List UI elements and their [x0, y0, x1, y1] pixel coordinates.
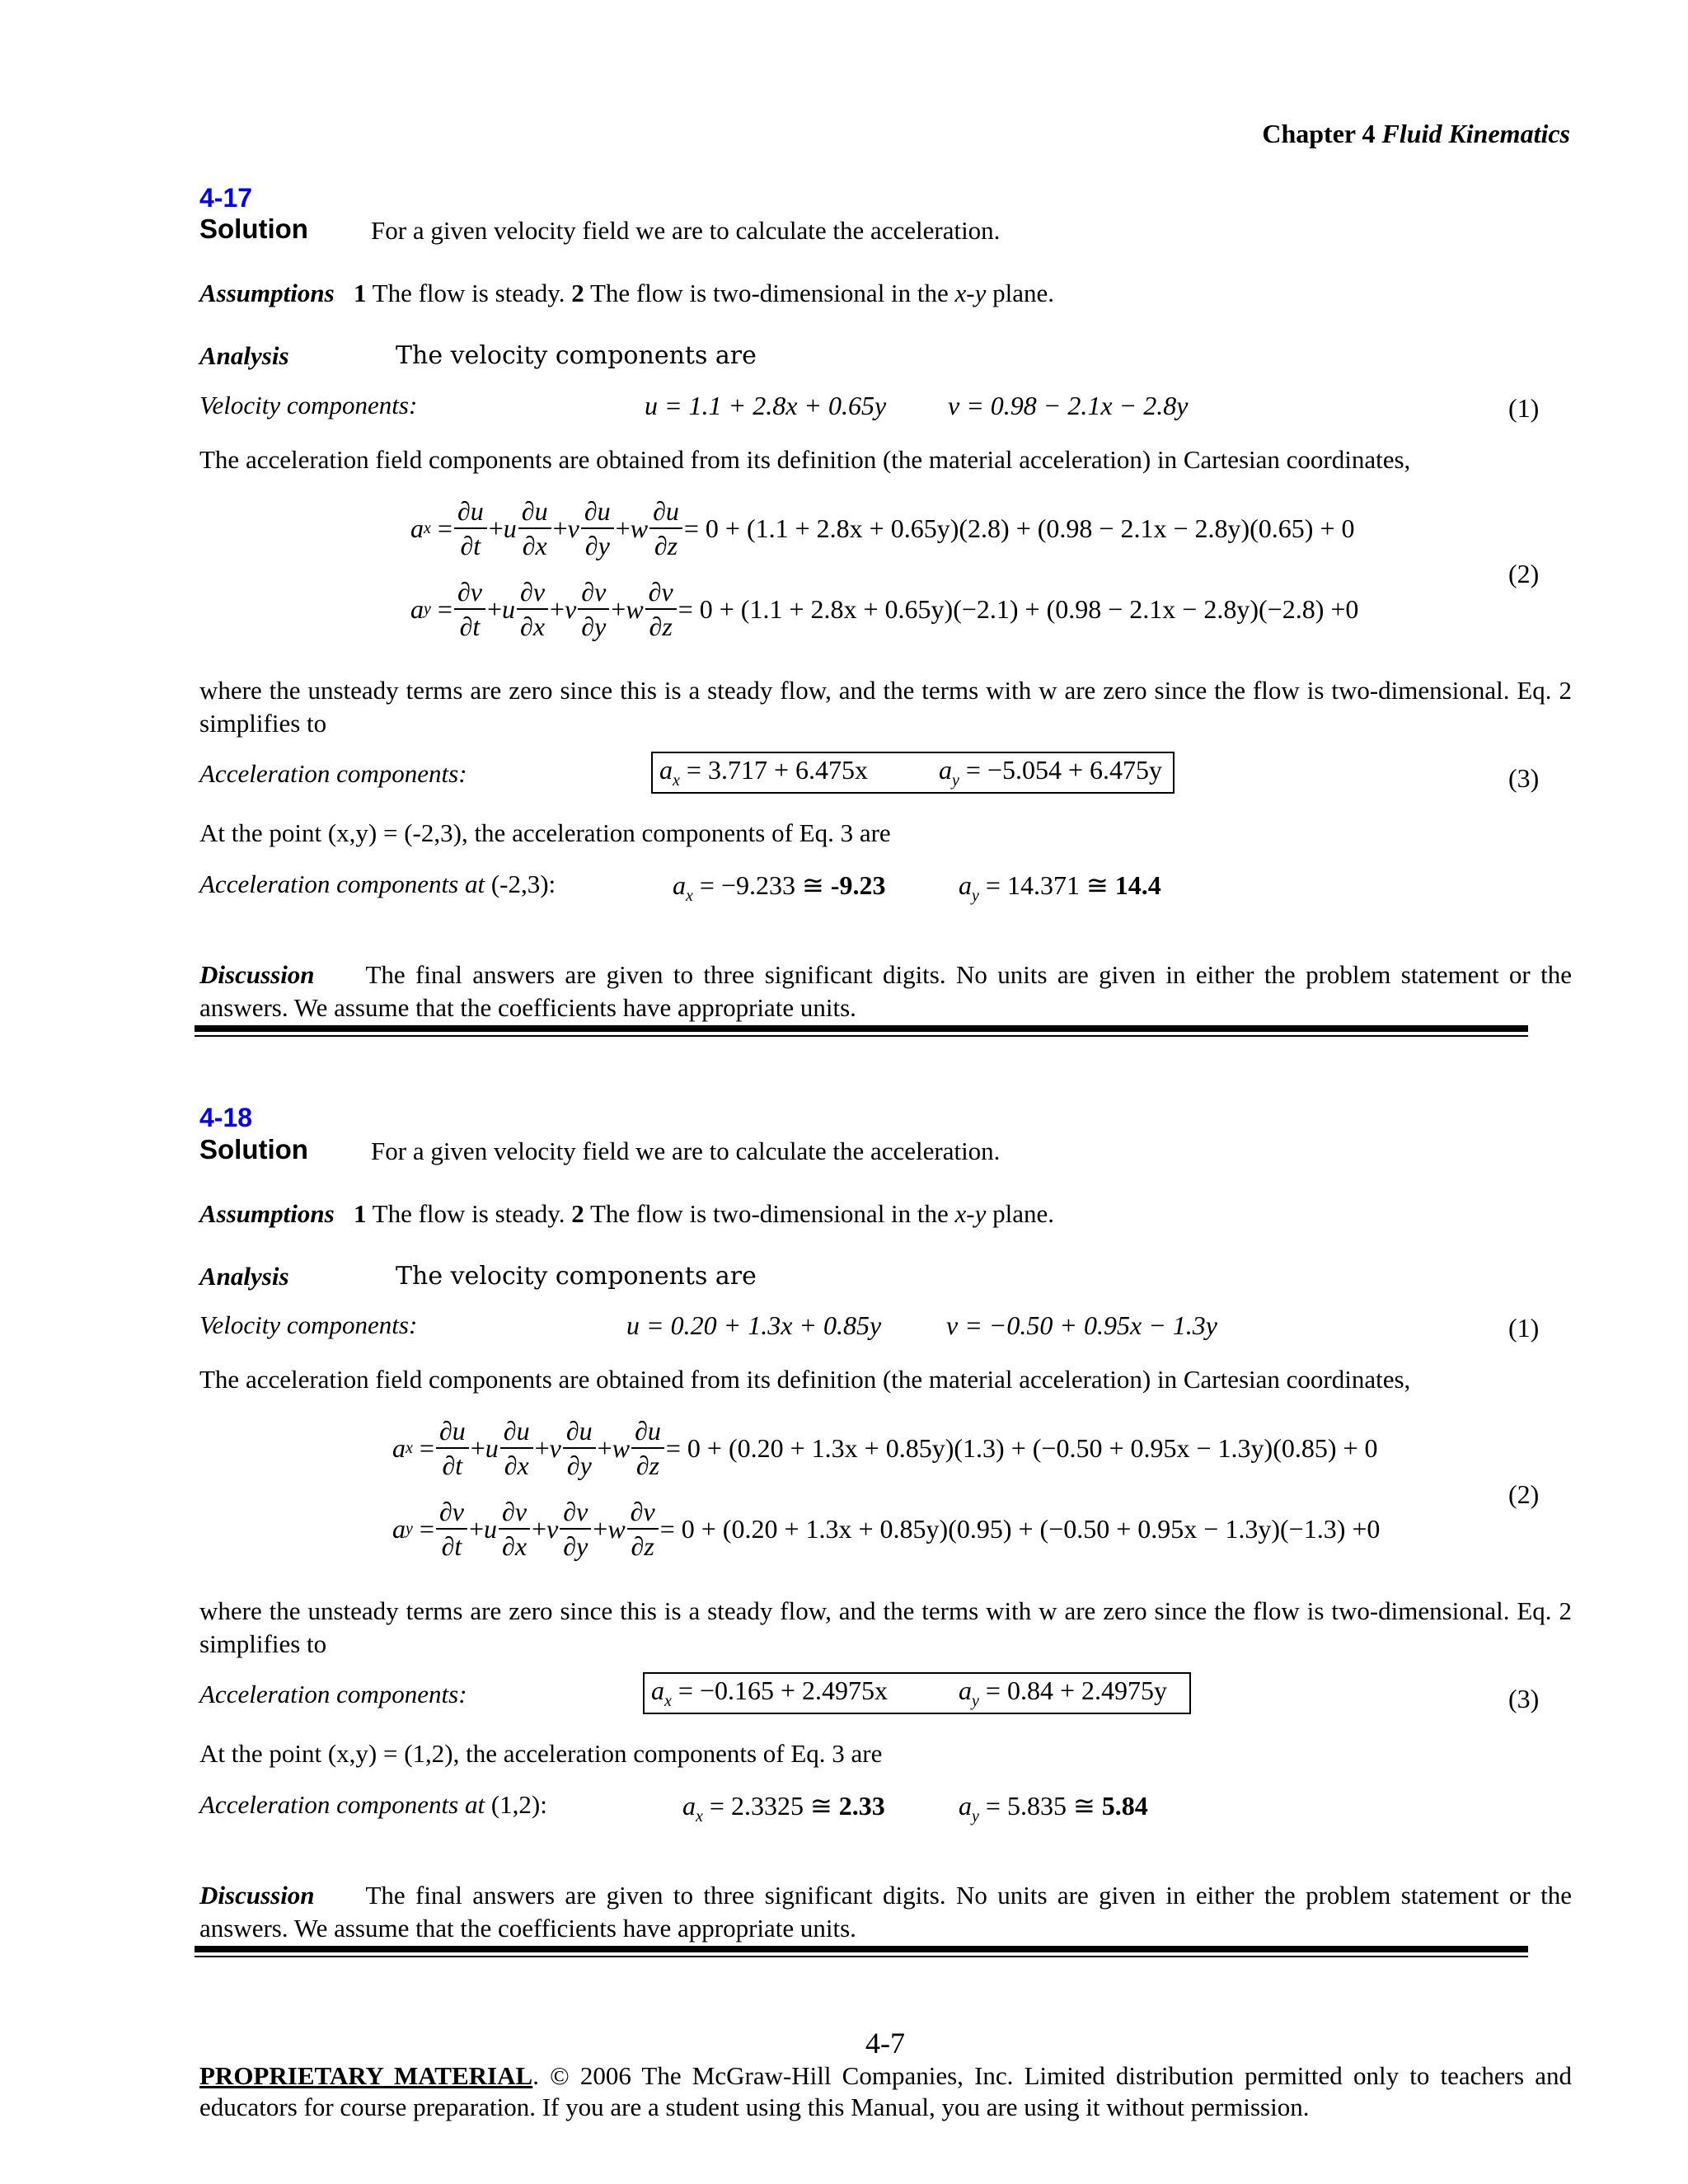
- assumptions-line: [199, 279, 1054, 308]
- fraction: $\frac{\partial u}{\partial z}$: [631, 1414, 664, 1482]
- answer-ax: 2.33: [838, 1791, 885, 1821]
- discussion-label: Discussion: [199, 960, 315, 989]
- velocity-label: Velocity components:: [199, 391, 418, 419]
- analysis-text: The velocity components are: [396, 1262, 757, 1291]
- equation-number: (1): [1508, 1313, 1540, 1343]
- point-label: Acceleration components at (-2,3):: [199, 869, 556, 898]
- fraction: $\frac{\partial v}{\partial t}$: [454, 575, 485, 643]
- ax-rhs: = 0 + (1.1 + 2.8x + 0.65y)(2.8) + (0.98 − 2.1x − 2.8y)(0.65) + 0: [683, 513, 1355, 543]
- discussion-label: Discussion: [199, 1881, 315, 1910]
- discussion-text: The final answers are given to three significant digits. No units are given in either the problem statement or the answers. We assume that the coefficients have appropriate units.: [199, 1881, 1573, 1943]
- solution-label: Solution: [199, 213, 308, 244]
- solution-label: Solution: [199, 1134, 308, 1165]
- notice-text: . © 2006 The McGraw-Hill Companies, Inc. Limited distribution permitted only to teachers and educators for course preparation. If you are a student using this Manual, you are using it without permission.: [199, 2061, 1572, 2121]
- velocity-u: u = 0.20 + 1.3x + 0.85y: [626, 1310, 882, 1340]
- assumption-variable: x-y: [954, 1199, 987, 1228]
- fraction: $\frac{\partial v}{\partial y}$: [578, 575, 609, 643]
- proprietary-label: PROPRIETARY MATERIAL: [199, 2061, 533, 2090]
- ax-equation: a x = $\frac{\partial u}{\partial t}$ + u $\frac{\partial u}{\partial x}$ + v $\frac{\partial u}{\partial y}$ + w $\frac{\partial u}{\partial z}$ = 0 + (1.1 + 2.8x + 0.65y)(2.8) + (0.98 − 2.1x − 2.8y)(0.65) + 0: [410, 496, 1355, 560]
- where-text: where the unsteady terms are zero since this is a steady flow, and the terms with w are zero since the flow is two-dimensional. Eq. 2 simplifies to: [199, 676, 1572, 738]
- equation-number: (3): [1508, 1684, 1540, 1713]
- assumptions-line: [199, 1199, 1054, 1229]
- solution-text: For a given velocity field we are to calculate the acceleration.: [371, 1137, 1001, 1165]
- velocity-label: Velocity components:: [199, 1310, 418, 1339]
- problem-number: 4-18: [199, 1103, 253, 1132]
- acceleration-intro: The acceleration field components are obtained from its definition (the material acceleration) in Cartesian coordinates,: [199, 1365, 1411, 1394]
- discussion: [199, 958, 1572, 1024]
- fraction: $\frac{\partial u}{\partial y}$: [581, 494, 614, 562]
- ay-equation: a y = $\frac{\partial v}{\partial t}$ + u $\frac{\partial v}{\partial x}$ + v $\frac{\partial v}{\partial y}$ + w $\frac{\partial v}{\partial z}$ = 0 + (1.1 + 2.8x + 0.65y)(−2.1) + (0.98 − 2.1x − 2.8y)(−2.8) +0: [410, 577, 1359, 641]
- discussion: [199, 1879, 1572, 1945]
- chapter-header: [1262, 119, 1570, 149]
- answer-ax: -9.23: [830, 870, 886, 900]
- ax-equation: a x = $\frac{\partial u}{\partial t}$ + u $\frac{\partial u}{\partial x}$ + v $\frac{\partial u}{\partial y}$ + w $\frac{\partial u}{\partial z}$ = 0 + (0.20 + 1.3x + 0.85y)(1.3) + (−0.50 + 0.95x − 1.3y)(0.85) + 0: [392, 1416, 1378, 1480]
- assumption-text: The flow is two-dimensional in the: [590, 279, 949, 307]
- ay-equation: a y = $\frac{\partial v}{\partial t}$ + u $\frac{\partial v}{\partial x}$ + v $\frac{\partial v}{\partial y}$ + w $\frac{\partial v}{\partial z}$ = 0 + (0.20 + 1.3x + 0.85y)(0.95) + (−0.50 + 0.95x − 1.3y)(−1.3) +0: [392, 1497, 1381, 1561]
- point-ax: $a_x = -9.233$ ≅ -9.23: [673, 870, 886, 905]
- fraction: $\frac{\partial u}{\partial z}$: [649, 494, 682, 562]
- analysis-label: Analysis: [199, 341, 289, 370]
- assumption-number: 2: [571, 279, 584, 307]
- point-text: At the point (x,y) = (1,2), the acceleration components of Eq. 3 are: [199, 1739, 883, 1768]
- velocity-v: v = 0.98 − 2.1x − 2.8y: [948, 391, 1189, 420]
- assumption-text: plane.: [992, 279, 1055, 307]
- divider-rule-thin: [195, 1956, 1528, 1957]
- divider-rule: [195, 1025, 1528, 1032]
- assumption-text: The flow is steady.: [372, 1199, 565, 1228]
- fraction: $\frac{\partial v}{\partial x}$: [499, 1495, 530, 1563]
- fraction: $\frac{\partial u}{\partial t}$: [436, 1414, 469, 1482]
- point-ay: $a_y = 14.371$ ≅ 14.4: [959, 870, 1161, 905]
- equation-number: (1): [1508, 393, 1540, 423]
- equation-number: (3): [1508, 763, 1540, 793]
- assumption-text: plane.: [992, 1199, 1055, 1228]
- ax-rhs: = 0 + (0.20 + 1.3x + 0.85y)(1.3) + (−0.50 + 0.95x − 1.3y)(0.85) + 0: [665, 1432, 1378, 1463]
- acceleration-result-box: $a_x = -0.165 + 2.4975x$ $a_y = 0.84 + 2.4975y$: [643, 1672, 1191, 1714]
- acc-ay: = 0.84 + 2.4975y: [985, 1675, 1168, 1705]
- divider-rule: [195, 1946, 1528, 1952]
- velocity-v: v = −0.50 + 0.95x − 1.3y: [946, 1310, 1217, 1340]
- analysis-text: The velocity components are: [396, 341, 757, 370]
- acceleration-label: Acceleration components:: [199, 1680, 467, 1708]
- answer-ay: 5.84: [1101, 1791, 1148, 1821]
- chapter-title: Fluid Kinematics: [1381, 119, 1570, 148]
- fraction: $\frac{\partial u}{\partial x}$: [518, 494, 551, 562]
- answer-ay: 14.4: [1114, 870, 1161, 900]
- fraction: $\frac{\partial v}{\partial y}$: [560, 1495, 591, 1563]
- point-label: Acceleration components at (1,2):: [199, 1790, 547, 1819]
- acc-ay: = −5.054 + 6.475y: [965, 755, 1163, 785]
- point-ax: $a_x = 2.3325$ ≅ 2.33: [682, 1791, 885, 1825]
- point-text: At the point (x,y) = (-2,3), the acceleration components of Eq. 3 are: [199, 818, 891, 847]
- fraction: $\frac{\partial u}{\partial t}$: [454, 494, 487, 562]
- ay-rhs: = 0 + (1.1 + 2.8x + 0.65y)(−2.1) + (0.98 − 2.1x − 2.8y)(−2.8) +0: [678, 593, 1359, 624]
- point-ay: $a_y = 5.835$ ≅ 5.84: [959, 1791, 1148, 1825]
- assumption-number: 1: [353, 279, 367, 307]
- fraction: $\frac{\partial v}{\partial z}$: [645, 575, 677, 643]
- fraction: $\frac{\partial u}{\partial y}$: [563, 1414, 596, 1482]
- equation-number: (2): [1508, 1479, 1540, 1509]
- solution-text: For a given velocity field we are to calculate the acceleration.: [371, 216, 1001, 245]
- ay-rhs: = 0 + (0.20 + 1.3x + 0.85y)(0.95) + (−0.50 + 0.95x − 1.3y)(−1.3) +0: [659, 1513, 1381, 1544]
- fraction: $\frac{\partial v}{\partial x}$: [517, 575, 548, 643]
- assumption-number: 1: [353, 1199, 367, 1228]
- copyright-notice: [199, 2060, 1572, 2123]
- assumptions-label: Assumptions: [199, 279, 335, 307]
- acc-ax: = −0.165 + 2.4975x: [678, 1675, 889, 1705]
- fraction: $\frac{\partial v}{\partial t}$: [436, 1495, 467, 1563]
- where-text: where the unsteady terms are zero since this is a steady flow, and the terms with w are zero since the flow is two-dimensional. Eq. 2 simplifies to: [199, 1596, 1572, 1658]
- acceleration-label: Acceleration components:: [199, 759, 467, 788]
- fraction: $\frac{\partial v}{\partial z}$: [627, 1495, 659, 1563]
- assumption-text: The flow is steady.: [372, 279, 565, 307]
- velocity-u: u = 1.1 + 2.8x + 0.65y: [645, 391, 887, 420]
- equation-number: (2): [1508, 559, 1540, 588]
- acceleration-result-box: $a_x = 3.717 + 6.475x$ $a_y = -5.054 + 6.475y$: [651, 752, 1175, 794]
- page-number: 4-7: [865, 2027, 905, 2060]
- chapter-number: Chapter 4: [1262, 119, 1376, 148]
- assumption-number: 2: [571, 1199, 584, 1228]
- problem-number: 4-17: [199, 183, 253, 213]
- acc-ax: = 3.717 + 6.475x: [686, 755, 868, 785]
- divider-rule-thin: [195, 1035, 1528, 1037]
- acceleration-intro: The acceleration field components are obtained from its definition (the material acceleration) in Cartesian coordinates,: [199, 445, 1411, 474]
- assumption-text: The flow is two-dimensional in the: [590, 1199, 949, 1228]
- fraction: $\frac{\partial u}{\partial x}$: [500, 1414, 533, 1482]
- assumptions-label: Assumptions: [199, 1199, 335, 1228]
- assumption-variable: x-y: [954, 279, 987, 307]
- discussion-text: The final answers are given to three significant digits. No units are given in either the problem statement or the answers. We assume that the coefficients have appropriate units.: [199, 960, 1573, 1022]
- analysis-label: Analysis: [199, 1262, 289, 1291]
